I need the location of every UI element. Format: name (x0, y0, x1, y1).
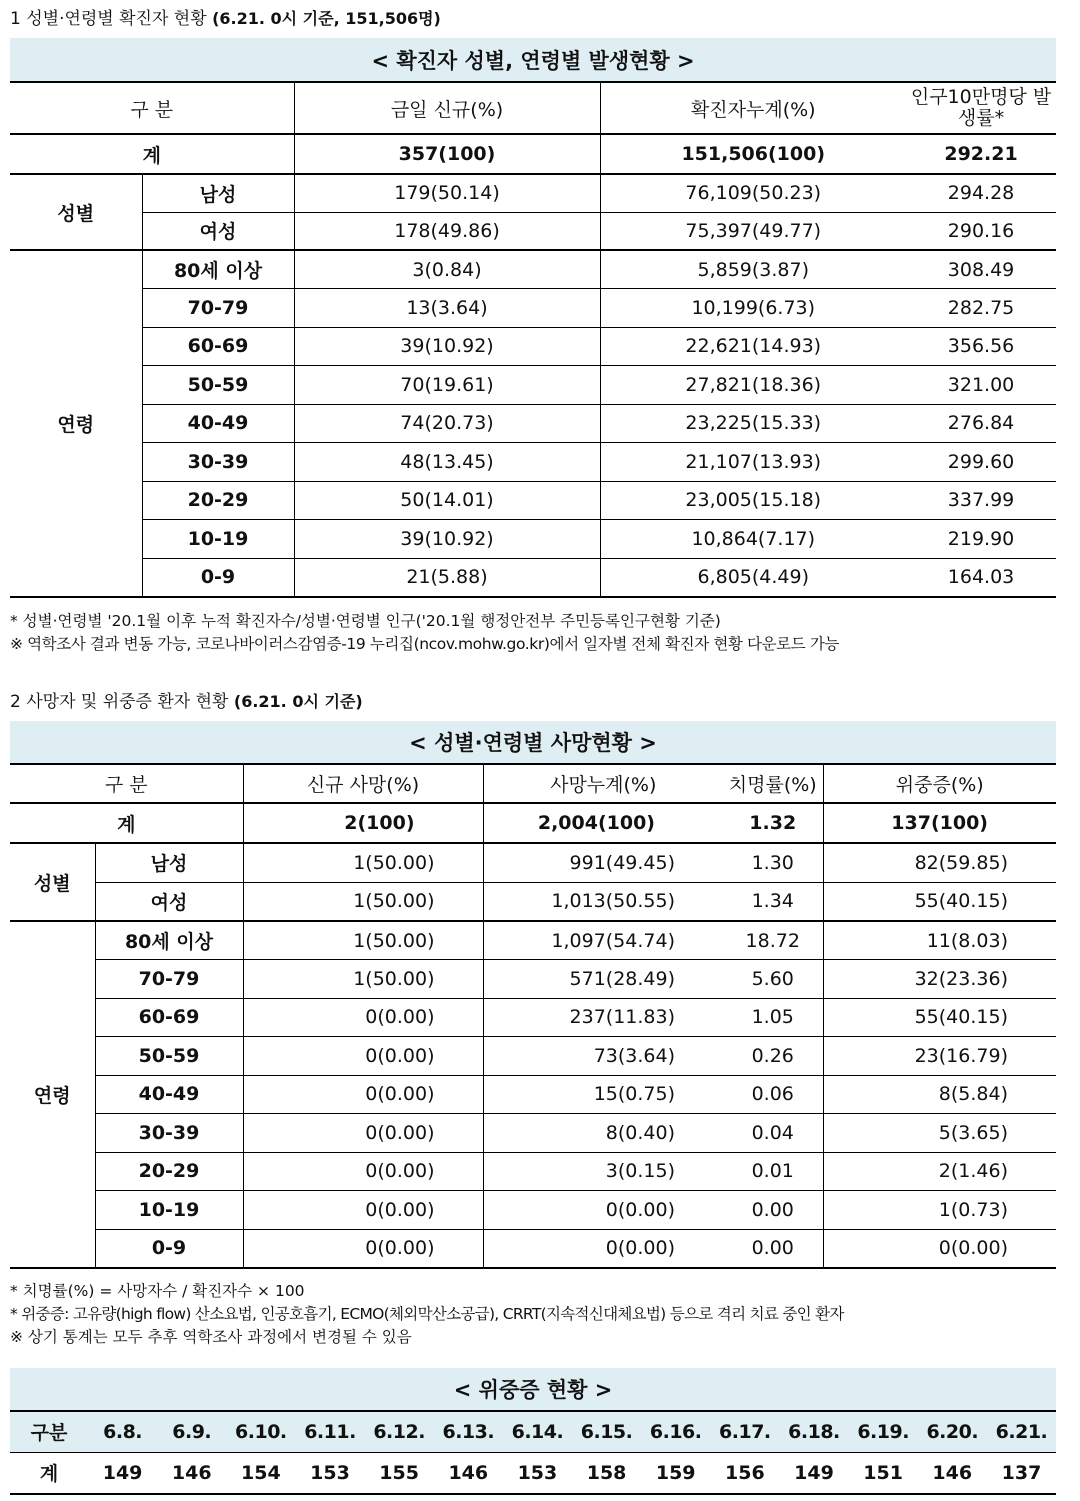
severe-value: 153 (310, 1461, 350, 1484)
deaths-age-row-fatality: 1.05 (751, 1006, 794, 1029)
section2-title-text: 2 사망자 및 위중증 환자 현황 (10, 692, 229, 712)
deaths-age-row-cumulative: 8(0.40) (483, 1114, 723, 1153)
deaths-age-row-label: 20-29 (95, 1152, 243, 1191)
confirmed-header-new: 금일 신규(%) (294, 82, 600, 134)
severe-value: 146 (932, 1461, 973, 1484)
deaths-age-row-new: 0(0.00) (243, 1037, 483, 1076)
confirmed-age-row-label: 40-49 (142, 404, 294, 443)
confirmed-sex-row-rate: 290.16 (947, 219, 1015, 242)
deaths-age-row (10, 1152, 1056, 1191)
severe-date: 6.19. (849, 1411, 918, 1452)
deaths-age-row-new: 0(0.00) (243, 1075, 483, 1114)
deaths-age-row-label: 10-19 (95, 1191, 243, 1230)
confirmed-age-row-new: 50(14.01) (294, 481, 600, 520)
deaths-age-row-fatality: 0.06 (751, 1083, 794, 1106)
deaths-sex-row-label: 남성 (95, 843, 243, 882)
deaths-total-severe: 137(100) (823, 803, 1056, 843)
severe-caption: < 위중증 현황 > (10, 1368, 1056, 1411)
confirmed-age-row-new: 21(5.88) (294, 558, 600, 597)
deaths-age-row-severe: 32(23.36) (823, 960, 1056, 999)
confirmed-age-label: 연령 (57, 413, 95, 436)
confirmed-age-row-cumulative: 10,864(7.17) (600, 520, 906, 559)
deaths-sex-row-cumulative: 1,013(50.55) (483, 882, 723, 921)
confirmed-age-row (10, 481, 1056, 520)
confirmed-age-row-rate: 337.99 (947, 489, 1015, 512)
confirmed-age-row-rate: 219.90 (947, 527, 1015, 550)
severe-date: 6.18. (779, 1411, 848, 1452)
deaths-age-row-fatality: 5.60 (751, 967, 794, 990)
deaths-total-label: 계 (117, 813, 136, 836)
deaths-age-row (10, 1229, 1056, 1268)
confirmed-total-row (10, 134, 1056, 174)
severe-date: 6.12. (365, 1411, 434, 1452)
severe-value: 154 (241, 1461, 281, 1484)
confirmed-total-cumulative: 151,506(100) (600, 134, 906, 174)
confirmed-age-row-label: 0-9 (142, 558, 294, 597)
deaths-age-row-new: 0(0.00) (243, 1152, 483, 1191)
deaths-age-row-fatality: 0.01 (751, 1160, 794, 1183)
confirmed-age-row-label: 30-39 (142, 443, 294, 482)
severe-date: 6.16. (641, 1411, 710, 1452)
deaths-age-row-severe: 2(1.46) (823, 1152, 1056, 1191)
confirmed-sex-row-new: 178(49.86) (294, 212, 600, 250)
confirmed-age-row (10, 289, 1056, 328)
deaths-header-category: 구 분 (104, 774, 148, 796)
confirmed-age-row-cumulative: 27,821(18.36) (600, 366, 906, 405)
severe-value: 156 (725, 1461, 765, 1484)
deaths-caption-row (10, 721, 1056, 764)
section2-notes (10, 1280, 844, 1349)
deaths-age-row-label: 50-59 (95, 1037, 243, 1076)
deaths-age-row-new: 0(0.00) (243, 998, 483, 1037)
deaths-age-row-fatality: 0.04 (751, 1121, 794, 1144)
deaths-age-row-fatality: 0.26 (751, 1044, 794, 1067)
confirmed-age-row-cumulative: 5,859(3.87) (600, 250, 906, 289)
deaths-total-fatality: 1.32 (749, 812, 797, 834)
confirmed-age-row (10, 250, 1056, 289)
deaths-age-row-cumulative: 3(0.15) (483, 1152, 723, 1191)
deaths-age-row (10, 921, 1056, 960)
section2-note: * 위중증: 고유량(high flow) 산소요법, 인공호흡기, ECMO(체외막산소공급), CRRT(지속적신대체요법) 등으로 격리 치료 중인 환자 (10, 1305, 844, 1323)
severe-row-label: 계 (39, 1463, 59, 1486)
confirmed-age-row-label: 80세 이상 (142, 250, 294, 289)
deaths-sex-row-severe: 55(40.15) (823, 882, 1056, 921)
severe-header-row (10, 1411, 1056, 1452)
confirmed-age-row-new: 74(20.73) (294, 404, 600, 443)
confirmed-header-row (10, 82, 1056, 134)
severe-date: 6.14. (503, 1411, 572, 1452)
deaths-header-row (10, 764, 1056, 803)
deaths-sex-label: 성별 (33, 872, 71, 895)
severe-value: 151 (863, 1461, 903, 1484)
confirmed-age-row-rate: 282.75 (947, 296, 1015, 319)
deaths-age-row (10, 1114, 1056, 1153)
deaths-age-row-cumulative: 73(3.64) (483, 1037, 723, 1076)
severe-value: 159 (655, 1461, 696, 1484)
confirmed-header-cumulative: 확진자누계(%) (600, 82, 906, 134)
deaths-header-severe: 위중증(%) (823, 764, 1056, 803)
severe-value: 158 (586, 1461, 627, 1484)
deaths-age-row-label: 60-69 (95, 998, 243, 1037)
deaths-age-row-label: 30-39 (95, 1114, 243, 1153)
deaths-sex-row-new: 1(50.00) (243, 882, 483, 921)
confirmed-age-row-new: 3(0.84) (294, 250, 600, 289)
section1-note: ※ 역학조사 결과 변동 가능, 코로나바이러스감염증-19 누리집(ncov.mohw.go.kr)에서 일자별 전체 확진자 현황 다운로드 가능 (10, 635, 839, 653)
deaths-age-row-new: 0(0.00) (243, 1229, 483, 1268)
deaths-age-row (10, 1037, 1056, 1076)
deaths-age-body (10, 921, 1056, 1268)
deaths-age-row-severe: 0(0.00) (823, 1229, 1056, 1268)
severe-value: 153 (517, 1461, 558, 1484)
severe-date: 6.9. (157, 1411, 226, 1452)
severe-header-label: 구분 (10, 1411, 88, 1452)
confirmed-age-row-label: 60-69 (142, 327, 294, 366)
deaths-total-new: 2(100) (243, 803, 483, 843)
section2-note: ※ 상기 통계는 모두 추후 역학조사 과정에서 변경될 수 있음 (10, 1328, 412, 1346)
severe-date: 6.13. (434, 1411, 503, 1452)
confirmed-age-row (10, 404, 1056, 443)
confirmed-total-label: 계 (142, 144, 161, 167)
confirmed-age-row-cumulative: 10,199(6.73) (600, 289, 906, 328)
deaths-age-row-cumulative: 15(0.75) (483, 1075, 723, 1114)
deaths-age-row-new: 1(50.00) (243, 960, 483, 999)
severe-caption-row (10, 1368, 1056, 1411)
deaths-age-row-label: 70-79 (95, 960, 243, 999)
confirmed-age-row (10, 520, 1056, 559)
deaths-age-row-new: 0(0.00) (243, 1114, 483, 1153)
severe-date: 6.11. (295, 1411, 364, 1452)
confirmed-age-body (10, 250, 1056, 597)
deaths-header-fatality: 치명률(%) (728, 774, 817, 796)
confirmed-age-row-rate: 299.60 (947, 450, 1015, 473)
confirmed-age-row-cumulative: 22,621(14.93) (600, 327, 906, 366)
severe-date: 6.8. (88, 1411, 157, 1452)
confirmed-sex-row-label: 남성 (142, 174, 294, 212)
severe-value: 146 (448, 1461, 489, 1484)
confirmed-age-row-new: 13(3.64) (294, 289, 600, 328)
severe-date: 6.20. (918, 1411, 987, 1452)
deaths-age-row-fatality: 18.72 (745, 929, 800, 952)
confirmed-age-row-label: 50-59 (142, 366, 294, 405)
severe-value-row (10, 1452, 1056, 1494)
confirmed-age-row-cumulative: 23,225(15.33) (600, 404, 906, 443)
confirmed-age-row-new: 39(10.92) (294, 520, 600, 559)
confirmed-age-row-new: 39(10.92) (294, 327, 600, 366)
severe-date: 6.15. (572, 1411, 641, 1452)
severe-date: 6.17. (710, 1411, 779, 1452)
deaths-age-row-severe: 55(40.15) (823, 998, 1056, 1037)
deaths-age-row (10, 960, 1056, 999)
deaths-age-row (10, 998, 1056, 1037)
confirmed-age-row (10, 366, 1056, 405)
severe-value: 149 (102, 1461, 143, 1484)
confirmed-age-row (10, 327, 1056, 366)
severe-table (10, 1368, 1056, 1495)
confirmed-total-rate: 292.21 (944, 143, 1018, 165)
confirmed-header-rate: 인구10만명당 발생률* (910, 86, 1052, 129)
confirmed-age-row-rate: 356.56 (947, 335, 1015, 358)
confirmed-age-row-rate: 308.49 (947, 258, 1015, 281)
confirmed-sex-row-rate: 294.28 (947, 182, 1015, 205)
deaths-caption: < 성별·연령별 사망현황 > (10, 721, 1056, 764)
deaths-sex-row-label: 여성 (95, 882, 243, 921)
confirmed-age-row-rate: 164.03 (947, 566, 1015, 588)
confirmed-caption: < 확진자 성별, 연령별 발생현황 > (10, 38, 1056, 82)
deaths-age-row-label: 80세 이상 (95, 921, 243, 960)
confirmed-age-row-cumulative: 6,805(4.49) (600, 558, 906, 597)
deaths-age-row-cumulative: 571(28.49) (483, 960, 723, 999)
deaths-header-cumulative: 사망누계(%) (483, 764, 723, 803)
section2-note: * 치명률(%) = 사망자수 / 확진자수 × 100 (10, 1282, 305, 1300)
deaths-sex-row-fatality: 1.34 (751, 890, 794, 913)
deaths-age-row-new: 1(50.00) (243, 921, 483, 960)
deaths-age-row-new: 0(0.00) (243, 1191, 483, 1230)
deaths-age-row-label: 0-9 (95, 1229, 243, 1268)
confirmed-sex-row-new: 179(50.14) (294, 174, 600, 212)
section1-note: * 성별·연령별 '20.1월 이후 누적 확진자수/성별·연령별 인구('20.1월 행정안전부 주민등록인구현황 기준) (10, 612, 721, 630)
section1-notes (10, 610, 839, 656)
deaths-age-row-cumulative: 0(0.00) (483, 1191, 723, 1230)
section2-title (10, 687, 363, 712)
deaths-sex-row (10, 843, 1056, 882)
deaths-sex-row-new: 1(50.00) (243, 843, 483, 882)
deaths-header-new: 신규 사망(%) (243, 764, 483, 803)
section2-subtitle: (6.21. 0시 기준) (233, 692, 363, 711)
confirmed-table (10, 38, 1056, 598)
section1-subtitle: (6.21. 0시 기준, 151,506명) (212, 9, 441, 28)
confirmed-age-row-new: 48(13.45) (294, 443, 600, 482)
confirmed-sex-row-cumulative: 76,109(50.23) (600, 174, 906, 212)
deaths-total-cumulative: 2,004(100) (483, 803, 723, 843)
confirmed-age-row (10, 558, 1056, 597)
severe-value: 137 (1001, 1461, 1042, 1484)
deaths-age-row-cumulative: 0(0.00) (483, 1229, 723, 1268)
confirmed-sex-row-label: 여성 (142, 212, 294, 250)
deaths-table (10, 721, 1056, 1269)
deaths-age-row-severe: 11(8.03) (823, 921, 1056, 960)
deaths-sex-row (10, 882, 1056, 921)
confirmed-age-row-rate: 321.00 (947, 373, 1015, 396)
confirmed-sex-label: 성별 (57, 202, 95, 225)
deaths-age-row-fatality: 0.00 (751, 1237, 794, 1259)
deaths-age-row-severe: 1(0.73) (823, 1191, 1056, 1230)
deaths-age-row-severe: 23(16.79) (823, 1037, 1056, 1076)
confirmed-total-new: 357(100) (294, 134, 600, 174)
confirmed-age-row-label: 70-79 (142, 289, 294, 328)
confirmed-age-row (10, 443, 1056, 482)
deaths-sex-row-severe: 82(59.85) (823, 843, 1056, 882)
confirmed-caption-row (10, 38, 1056, 82)
deaths-age-row (10, 1075, 1056, 1114)
section1-title-text: 1 성별·연령별 확진자 현황 (10, 9, 207, 29)
deaths-age-row-severe: 5(3.65) (823, 1114, 1056, 1153)
confirmed-header-category: 구 분 (130, 98, 174, 121)
severe-value: 155 (379, 1461, 419, 1484)
confirmed-sex-row-cumulative: 75,397(49.77) (600, 212, 906, 250)
deaths-age-row-cumulative: 1,097(54.74) (483, 921, 723, 960)
confirmed-age-row-cumulative: 23,005(15.18) (600, 481, 906, 520)
confirmed-sex-row (10, 174, 1056, 212)
section1-title (10, 4, 441, 29)
deaths-sex-row-fatality: 1.30 (751, 851, 794, 874)
severe-date: 6.10. (226, 1411, 295, 1452)
severe-value: 149 (794, 1461, 834, 1484)
deaths-age-label: 연령 (33, 1084, 71, 1107)
confirmed-age-row-new: 70(19.61) (294, 366, 600, 405)
confirmed-sex-row (10, 212, 1056, 250)
deaths-age-row-fatality: 0.00 (751, 1198, 794, 1221)
confirmed-age-row-label: 20-29 (142, 481, 294, 520)
deaths-age-row-severe: 8(5.84) (823, 1075, 1056, 1114)
deaths-total-row (10, 803, 1056, 843)
deaths-age-row (10, 1191, 1056, 1230)
severe-date: 6.21. (987, 1411, 1056, 1452)
confirmed-age-row-label: 10-19 (142, 520, 294, 559)
confirmed-age-row-rate: 276.84 (947, 412, 1015, 435)
deaths-age-row-cumulative: 237(11.83) (483, 998, 723, 1037)
deaths-sex-row-cumulative: 991(49.45) (483, 843, 723, 882)
severe-value: 146 (171, 1461, 212, 1484)
confirmed-age-row-cumulative: 21,107(13.93) (600, 443, 906, 482)
deaths-age-row-label: 40-49 (95, 1075, 243, 1114)
